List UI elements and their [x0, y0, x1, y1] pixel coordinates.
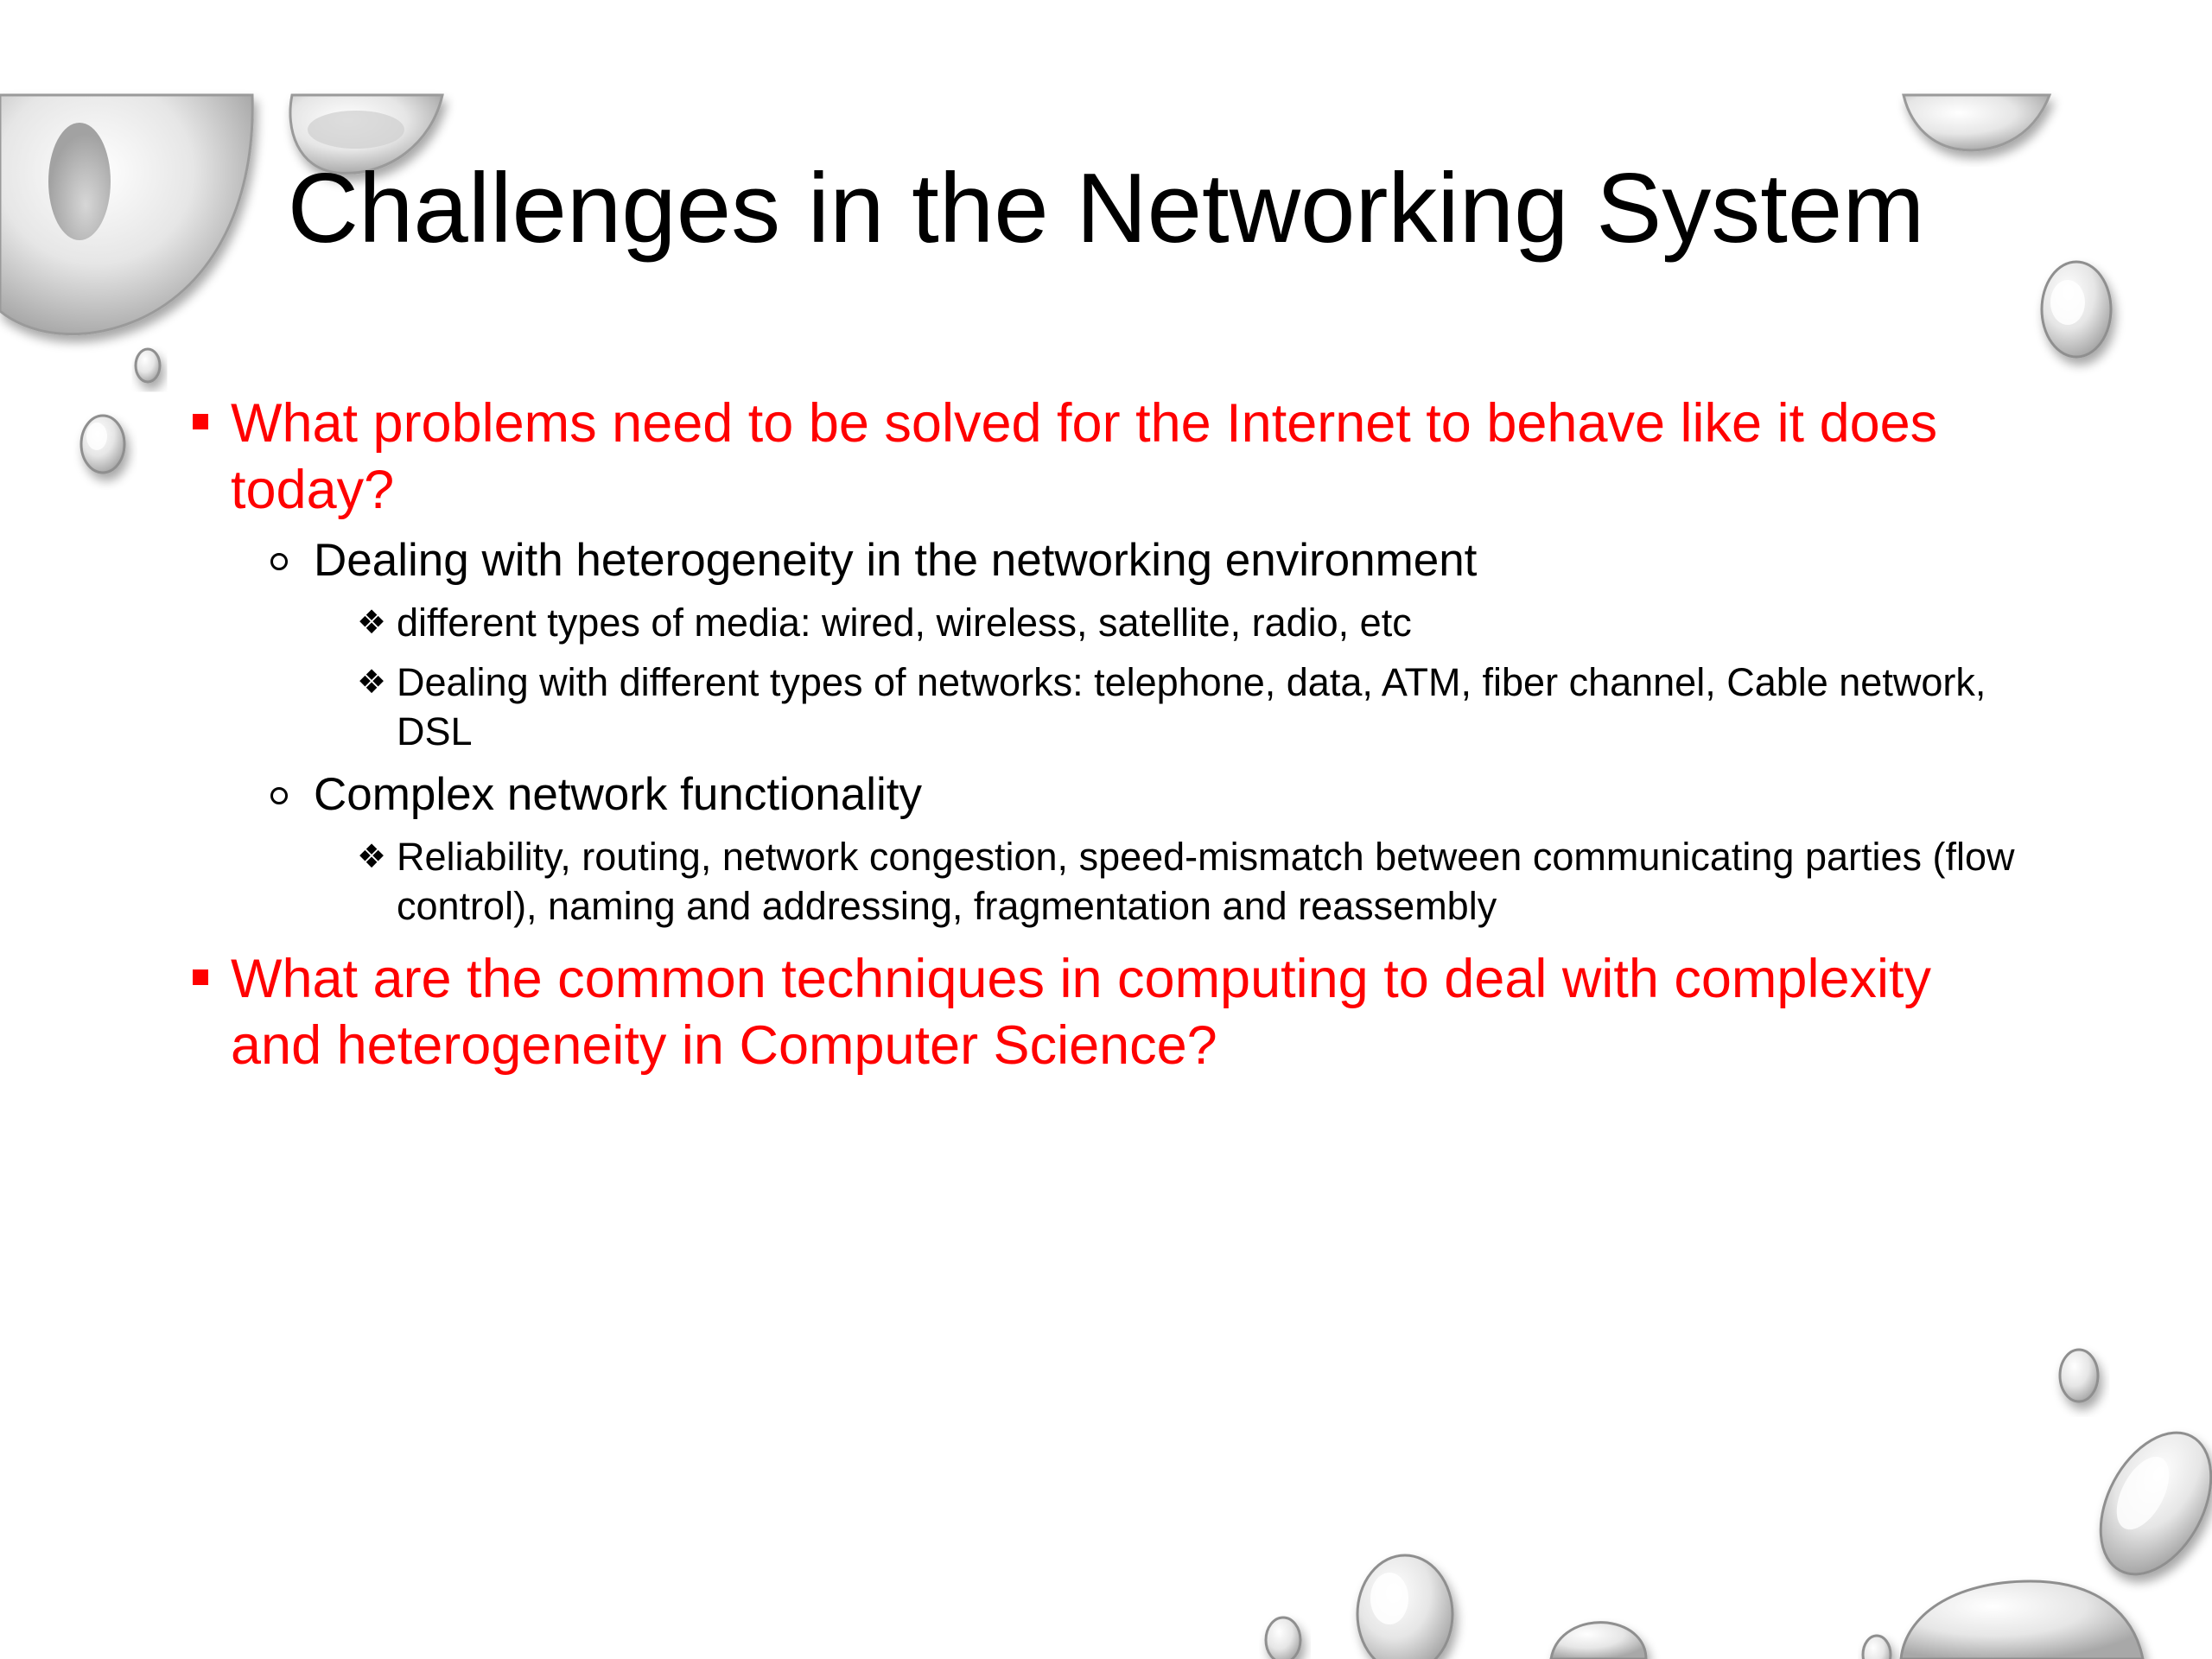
diamond-bullet-icon: ❖ [357, 603, 387, 641]
circle-bullet-icon [270, 787, 288, 804]
drop-bottom-large [1901, 1581, 2143, 1659]
drop-left-tiny [136, 349, 160, 382]
diamond-bullet-icon: ❖ [357, 663, 387, 701]
bullet-level3 [191, 598, 2023, 647]
drop-bottom-tiny-right [1863, 1636, 1891, 1659]
bullet-text: Reliability, routing, network congestion, speed-mismatch between communicating parties (flow control), naming and addressing, fragmentation and reassembly [397, 835, 2015, 928]
drop-bottom-medium [1357, 1555, 1452, 1659]
square-bullet-icon [193, 414, 208, 429]
drop-bottom-right-small [2060, 1350, 2098, 1402]
bullet-text: What are the common techniques in computing to deal with complexity and heterogeneity in Computer Science? [231, 949, 1931, 1076]
slide-title: Challenges in the Networking System [287, 154, 1925, 264]
bullet-level3 [191, 832, 2023, 931]
bullet-level2 [191, 768, 2023, 822]
bullet-text: Dealing with heterogeneity in the networking environment [314, 535, 1478, 586]
bullet-level1 [191, 391, 2023, 524]
bullet-text: Complex network functionality [314, 769, 923, 820]
drop-bottom-partial [1551, 1623, 1646, 1659]
bullet-level1 [191, 946, 2023, 1079]
circle-bullet-icon [270, 553, 288, 570]
drop-top-right-hanging [1904, 95, 2050, 150]
diamond-bullet-icon: ❖ [357, 837, 387, 875]
drop-bottom-right-large [2078, 1414, 2212, 1592]
bullet-text: different types of media: wired, wireless, satellite, radio, etc [397, 601, 1412, 645]
bullet-text: Dealing with different types of networks: telephone, data, ATM, fiber channel, Cable network, DSL [397, 660, 1986, 753]
bullet-text: What problems need to be solved for the Internet to behave like it does today? [231, 393, 1938, 520]
drop-right-medium [2042, 262, 2111, 357]
drop-left-small [81, 416, 124, 473]
bullet-level2 [191, 534, 2023, 588]
square-bullet-icon [193, 969, 208, 985]
bullet-level3 [191, 658, 2023, 756]
drop-bottom-tiny-left [1266, 1618, 1300, 1659]
slide-content [191, 391, 2023, 1079]
